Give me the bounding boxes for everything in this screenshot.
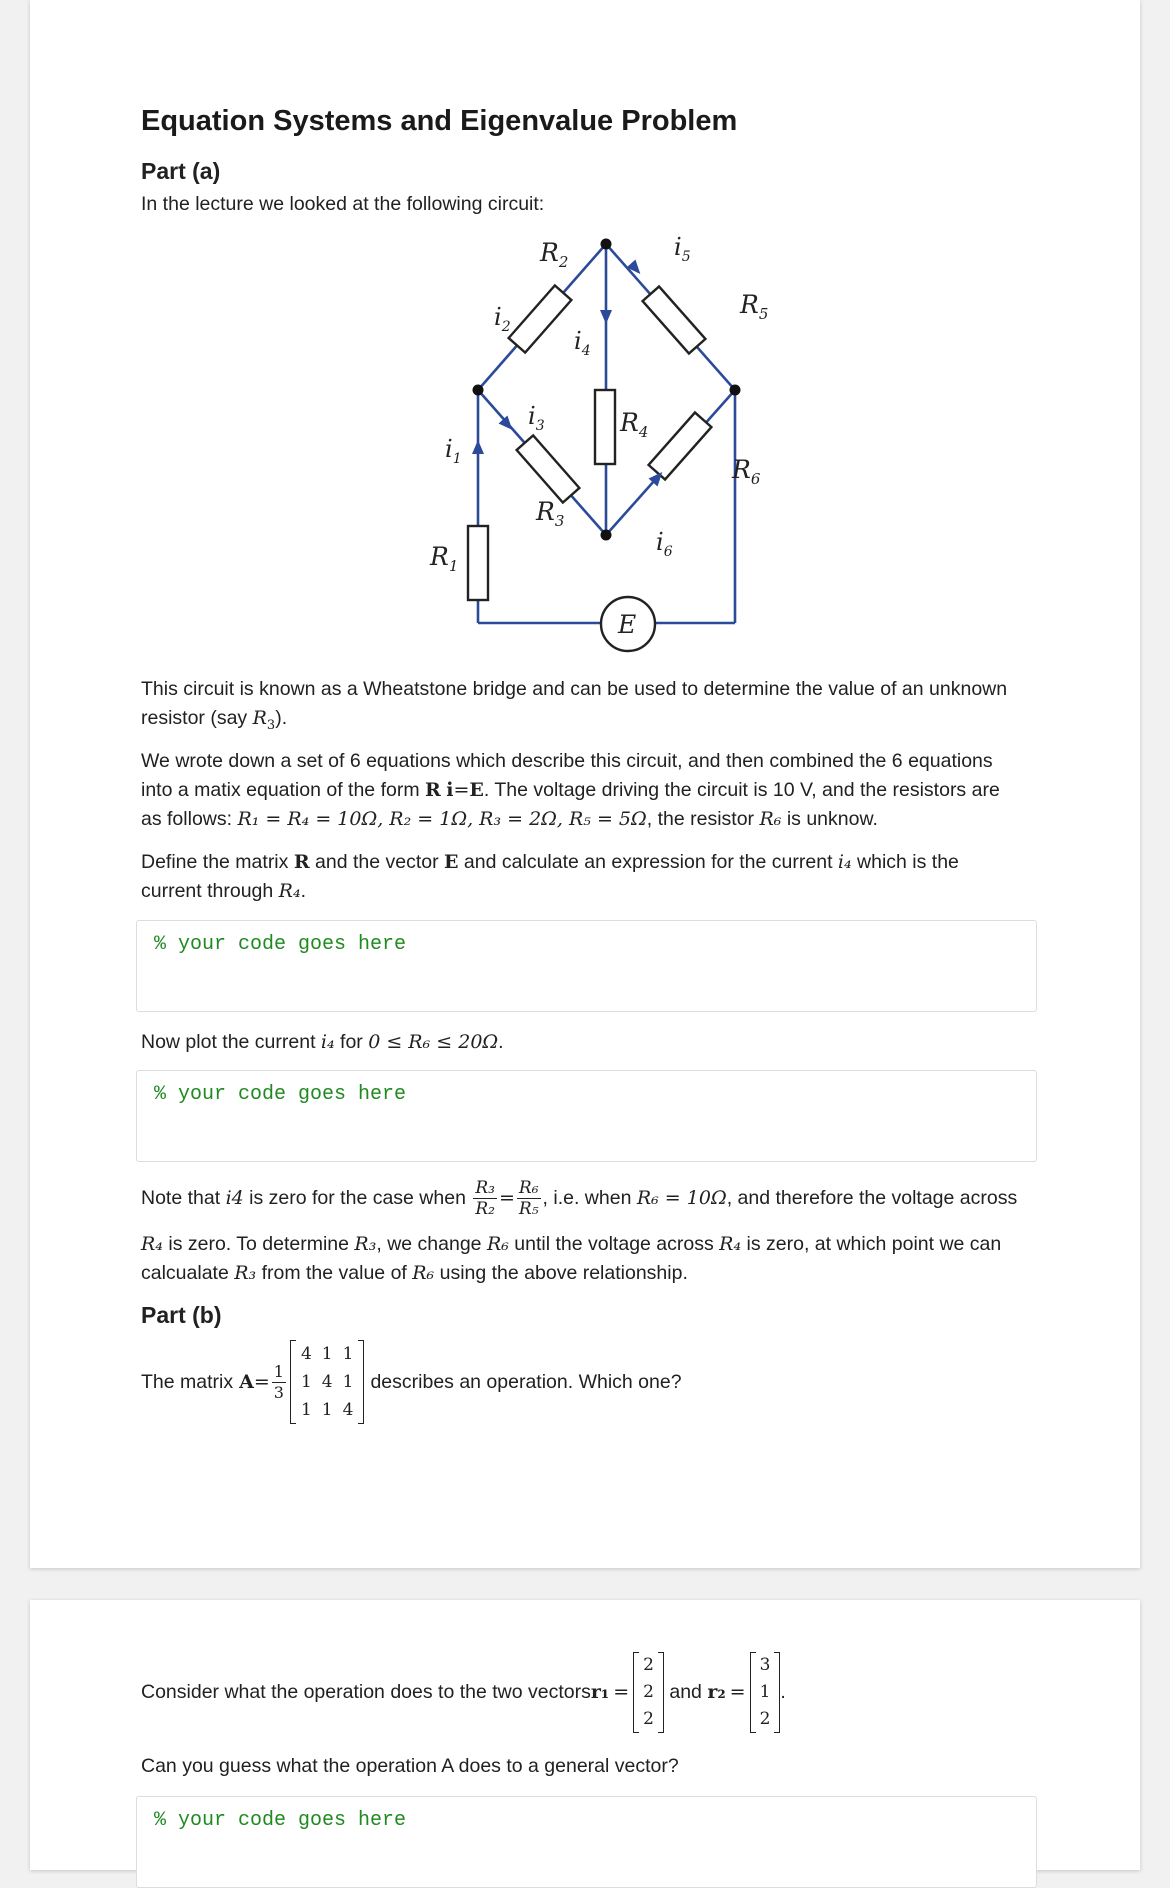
- matrix-a-statement: The matrix A = $\frac{1}{3}$ 4 1 1 1 4 1 1 1 4 describes an operation. Which one?: [141, 1340, 682, 1424]
- code-comment-3[interactable]: % your code goes here: [154, 1809, 407, 1832]
- resistor-r6: [649, 412, 712, 479]
- matrix-a: 4 1 1 1 4 1 1 1 4: [290, 1340, 364, 1424]
- resistor-r1: [468, 526, 488, 600]
- label-r4: $R_4$: [620, 408, 649, 441]
- label-i5: $i_5$: [674, 233, 691, 265]
- resistor-r4: [595, 390, 615, 464]
- node-right: [730, 385, 741, 396]
- arrow-i4-icon: [600, 310, 612, 324]
- fraction-r6-r5: $\frac{\text{R₆}}{\text{R₅}}$: [518, 1178, 539, 1220]
- code-comment-1[interactable]: % your code goes here: [154, 933, 407, 956]
- page-title: Equation Systems and Eigenvalue Problem: [141, 105, 738, 137]
- paragraph-matrix-equation: We wrote down a set of 6 equations which describe this circuit, and then combined the 6 equations into a matix equation of the form R i=E. The voltage driving the circuit is 10 V, and the resistors are as follows: R₁ = R₄ = 10Ω, R₂ = 1Ω, R₃ = 2Ω, R₅ = 5Ω, the resistor R₆ is unknow.: [141, 750, 1000, 830]
- guess-question: Can you guess what the operation A does to a general vector?: [141, 1755, 679, 1777]
- note-line-2-3: R₄ is zero. To determine R₃, we change R₆ until the voltage across R₄ is zero, at which point we can calcualate R₃ from the value of R₆ using the above relationship.: [141, 1233, 1002, 1284]
- note-line-1: Note that i4 is zero for the case when $\frac{\text{R₃}}{\text{R₂}}$ = $\frac{\text{R₆}}{\text{R₅}}$ , i.e. when R₆ = 10Ω, and therefore the voltage across: [141, 1178, 1018, 1220]
- notebook-page-1: [30, 0, 1140, 1568]
- label-i4: $i_4$: [574, 327, 591, 359]
- paragraph-define-matrix: Define the matrix R and the vector E and calculate an expression for the current i₄ which is the current through R₄.: [141, 851, 959, 902]
- node-bottom: [601, 530, 612, 541]
- vector-r1: 2 2 2: [633, 1652, 664, 1733]
- label-i2: $i_2$: [494, 303, 511, 335]
- arrow-i1-icon: [472, 440, 484, 454]
- code-cell-2[interactable]: [136, 1070, 1037, 1162]
- paragraph-wheatstone: This circuit is known as a Wheatstone bridge and can be used to determine the value of an unknown resistor (say $R_3$).: [141, 678, 1008, 733]
- resistor-r5: [643, 286, 706, 353]
- label-r6: $R_6$: [732, 455, 761, 488]
- resistor-r2: [509, 285, 572, 352]
- label-r2: $R_2$: [540, 238, 569, 271]
- part-b-heading: Part (b): [141, 1302, 222, 1328]
- label-e: E: [618, 610, 637, 639]
- fraction-one-third: $\frac{1}{3}$: [273, 1361, 284, 1402]
- resistor-r3: [517, 435, 580, 502]
- label-i3: $i_3$: [528, 402, 545, 434]
- intro-text: In the lecture we looked at the following circuit:: [141, 193, 545, 215]
- code-cell-3[interactable]: [136, 1796, 1037, 1888]
- vector-r2: 3 1 2: [750, 1652, 781, 1733]
- wheatstone-bridge-diagram: [390, 228, 810, 658]
- node-top: [601, 239, 612, 250]
- code-cell-1[interactable]: [136, 920, 1037, 1012]
- plot-instruction: Now plot the current i₄ for 0 ≤ R₆ ≤ 20Ω.: [141, 1031, 504, 1053]
- fraction-r3-r2: $\frac{\text{R₃}}{\text{R₂}}$: [475, 1178, 495, 1220]
- label-i1: $i_1$: [445, 435, 462, 467]
- code-comment-2[interactable]: % your code goes here: [154, 1083, 407, 1106]
- label-r5: $R_5$: [740, 290, 769, 323]
- arrow-i5-icon: [627, 260, 645, 278]
- label-r1: $R_1$: [430, 542, 459, 575]
- label-r3: $R_3$: [536, 497, 565, 530]
- label-i6: $i_6$: [656, 528, 673, 560]
- notebook-page-2: [30, 1600, 1140, 1870]
- consider-vectors-statement: Consider what the operation does to the two vectors r₁ = 2 2 2 and r₂ = 3 1 2 .: [141, 1652, 786, 1733]
- node-left: [473, 385, 484, 396]
- part-a-heading: Part (a): [141, 158, 221, 184]
